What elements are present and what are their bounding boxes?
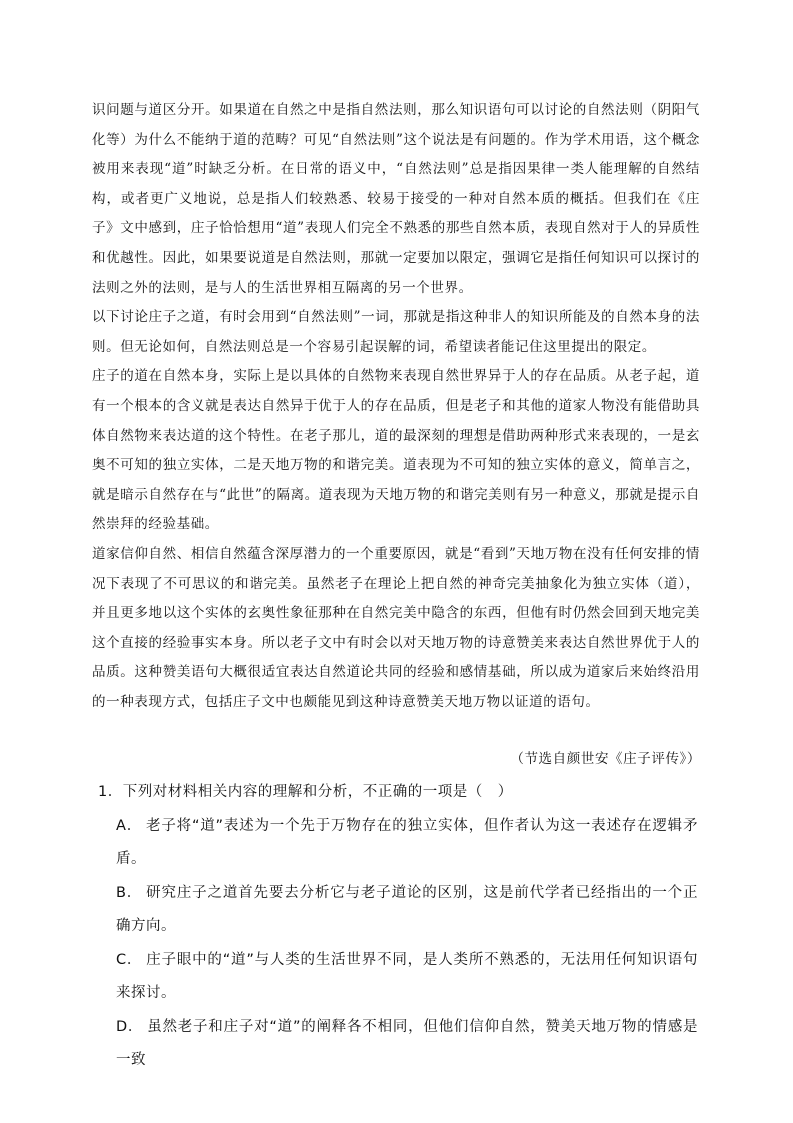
option-a: [98, 810, 698, 877]
reading-passage: [92, 96, 700, 717]
option-letter: C．: [116, 951, 143, 968]
question-stem: 1．下列对材料相关内容的理解和分析，不正确的一项是（ ）: [98, 784, 513, 800]
option-text: 老子将“道”表述为一个先于万物存在的独立实体，但作者认为这一表述存在逻辑矛盾。: [116, 817, 698, 867]
option-text: 虽然老子和庄子对“道”的阐释各不相同，但他们信仰自然，赞美天地万物的情感是一致: [116, 1018, 698, 1068]
option-text: 庄子眼中的“道”与人类的生活世界不同，是人类所不熟悉的，无法用任何知识语句来探讨。: [116, 951, 699, 1001]
option-letter: A．: [116, 817, 143, 834]
option-letter: B．: [116, 884, 143, 901]
option-text: 研究庄子之道首先要去分析它与老子道论的区别，这是前代学者已经指出的一个正确方向。: [116, 884, 699, 934]
passage-paragraph: 庄子的道在自然本身，实际上是以具体的自然物来表现自然世界异于人的存在品质。从老子起，道有一个根本的含义就是表达自然异于优于人的存在品质，但是老子和其他的道家人物没有能借助具体自然物来表达道的这个特性。在老子那儿，道的最深刻的理想是借助两种形式来表现的，一是玄奥不可知的独立实体，二是天地万物的和谐完美。道表现为不可知的独立实体的意义，简单言之，就是暗示自然存在与“此世”的隔离。道表现为天地万物的和谐完美则有另一种意义，那就是提示自然崇拜的经验基础。: [92, 368, 700, 533]
option-c: [98, 944, 698, 1011]
passage-paragraph: 识问题与道区分开。如果道在自然之中是指自然法则，那么知识语句可以讨论的自然法则（阴阳气化等）为什么不能纳于道的范畴？可见“自然法则”这个说法是有问题的。作为学术用语，这个概念被用来表现“道”时缺乏分析。在日常的语义中，“自然法则”总是指因果律一类人能理解的自然结构，或者更广义地说，总是指人们较熟悉、较易于接受的一种对自然本质的概括。但我们在《庄子》文中感到，庄子恰恰想用“道”表现人们完全不熟悉的那些自然本质，表现自然对于人的异质性和优越性。因此，如果要说道是自然法则，那就一定要加以限定，强调它是指任何知识可以探讨的法则之外的法则，是与人的生活世界相互隔离的另一个世界。: [92, 102, 700, 296]
passage-paragraph: 道家信仰自然、相信自然蕴含深厚潜力的一个重要原因，就是“看到”天地万物在没有任何安排的情况下表现了不可思议的和谐完美。虽然老子在理论上把自然的神奇完美抽象化为独立实体（道），并且更多地以这个实体的玄奥性象征那种在自然完美中隐含的东西，但他有时仍然会回到天地完美这个直接的经验事实本身。所以老子文中有时会以对天地万物的诗意赞美来表达自然世界优于人的品质。这种赞美语句大概很适宜表达自然道论共同的经验和感情基础，所以成为道家后来始终沿用的一种表现方式，包括庄子文中也颇能见到这种诗意赞美天地万物以证道的语句。: [92, 545, 700, 710]
option-d: [98, 1011, 698, 1078]
option-b: [98, 877, 698, 944]
option-letter: D．: [116, 1018, 144, 1035]
passage-paragraph: 以下讨论庄子之道，有时会用到“自然法则”一词，那就是指这种非人的知识所能及的自然本身的法则。但无论如何，自然法则总是一个容易引起误解的词，希望读者能记住这里提出的限定。: [92, 309, 700, 355]
passage-source-citation: （节选自颜世安《庄子评传》）: [510, 751, 701, 767]
question-block: [98, 776, 698, 1078]
